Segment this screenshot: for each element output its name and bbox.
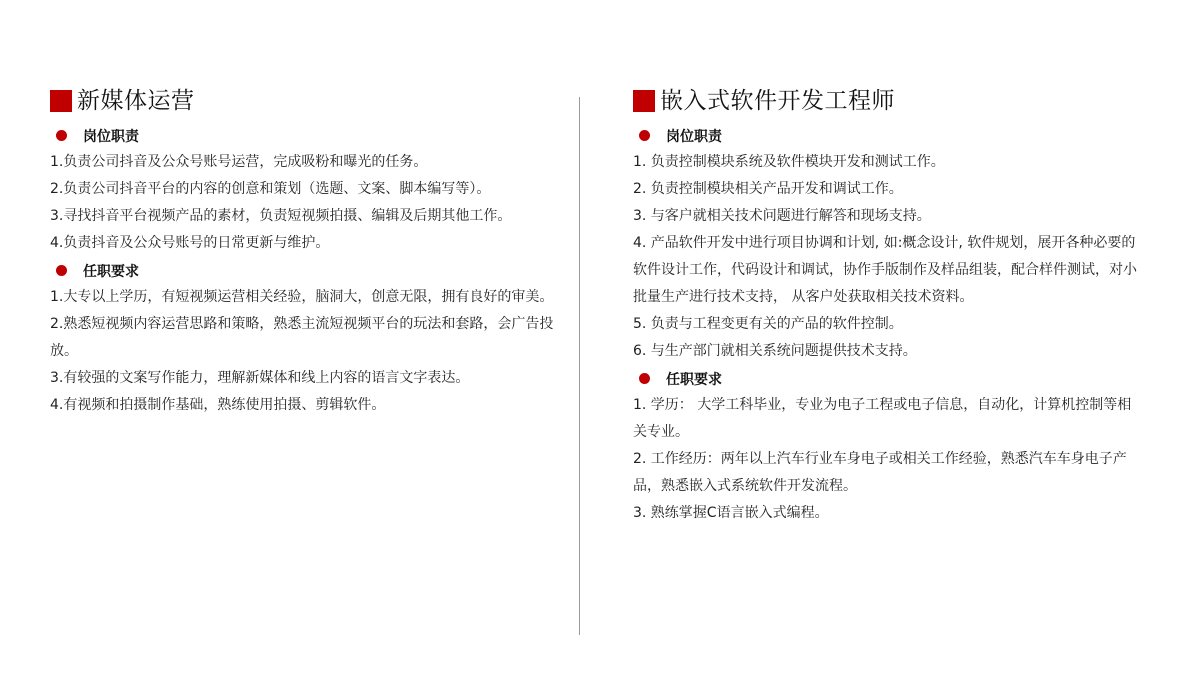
list-item: 5. 负责与工程变更有关的产品的软件控制。 <box>633 316 903 332</box>
section-heading: 岗位职责 <box>83 128 139 145</box>
right-title: 嵌入式软件开发工程师 <box>660 88 895 114</box>
right-requirements-list <box>633 392 1143 527</box>
right-requirements-heading <box>633 365 1143 392</box>
list-item: 3. 与客户就相关技术问题进行解答和现场支持。 <box>633 208 931 224</box>
bullet-dot-icon <box>56 130 67 141</box>
right-duties-heading <box>633 122 1143 149</box>
list-item: 1.大专以上学历，有短视频运营相关经验，脑洞大，创意无限，拥有良好的审美。 <box>50 289 554 305</box>
title-marker-square <box>50 90 72 112</box>
left-duties-heading <box>50 122 555 149</box>
list-item: 2. 负责控制模块相关产品开发和调试工作。 <box>633 181 903 197</box>
section-heading: 岗位职责 <box>666 128 722 145</box>
section-heading: 任职要求 <box>83 263 139 280</box>
list-item: 3.寻找抖音平台视频产品的素材，负责短视频拍摄、编辑及后期其他工作。 <box>50 208 512 224</box>
list-item: 6. 与生产部门就相关系统问题提供技术支持。 <box>633 343 917 359</box>
bullet-dot-icon <box>639 373 650 384</box>
list-item: 2.熟悉短视频内容运营思路和策略，熟悉主流短视频平台的玩法和套路，会广告投放。 <box>50 316 554 359</box>
left-duties-list <box>50 149 555 257</box>
bullet-dot-icon <box>639 130 650 141</box>
list-item: 2. 工作经历：两年以上汽车行业车身电子或相关工作经验，熟悉汽车车身电子产品，熟悉嵌入式系统软件开发流程。 <box>633 451 1127 494</box>
list-item: 1.负责公司抖音及公众号账号运营，完成吸粉和曝光的任务。 <box>50 154 428 170</box>
right-duties-list <box>633 149 1143 365</box>
list-item: 3. 熟练掌握C语言嵌入式编程。 <box>633 505 829 521</box>
right-title-row <box>633 84 1143 118</box>
right-column <box>633 84 1143 527</box>
list-item: 4.负责抖音及公众号账号的日常更新与维护。 <box>50 235 330 251</box>
column-divider <box>579 97 580 635</box>
list-item: 3.有较强的文案写作能力，理解新媒体和线上内容的语言文字表达。 <box>50 370 470 386</box>
list-item: 1. 负责控制模块系统及软件模块开发和测试工作。 <box>633 154 945 170</box>
left-title-row <box>50 84 555 118</box>
section-heading: 任职要求 <box>666 371 722 388</box>
left-requirements-list <box>50 284 555 419</box>
left-requirements-heading <box>50 257 555 284</box>
list-item: 1. 学历： 大学工科毕业，专业为电子工程或电子信息，自动化，计算机控制等相关专业。 <box>633 397 1132 440</box>
title-marker-square <box>633 90 655 112</box>
list-item: 2.负责公司抖音平台的内容的创意和策划（选题、文案、脚本编写等）。 <box>50 181 491 197</box>
left-title: 新媒体运营 <box>77 88 195 114</box>
bullet-dot-icon <box>56 265 67 276</box>
list-item: 4. 产品软件开发中进行项目协调和计划, 如:概念设计, 软件规划，展开各种必要的软件设计工作，代码设计和调试，协作手版制作及样品组装，配合样件测试，对小批量生产进行技术支持， 从客户处获取相关技术资料。 <box>633 235 1137 305</box>
left-column <box>50 84 555 419</box>
list-item: 4.有视频和拍摄制作基础，熟练使用拍摄、剪辑软件。 <box>50 397 386 413</box>
